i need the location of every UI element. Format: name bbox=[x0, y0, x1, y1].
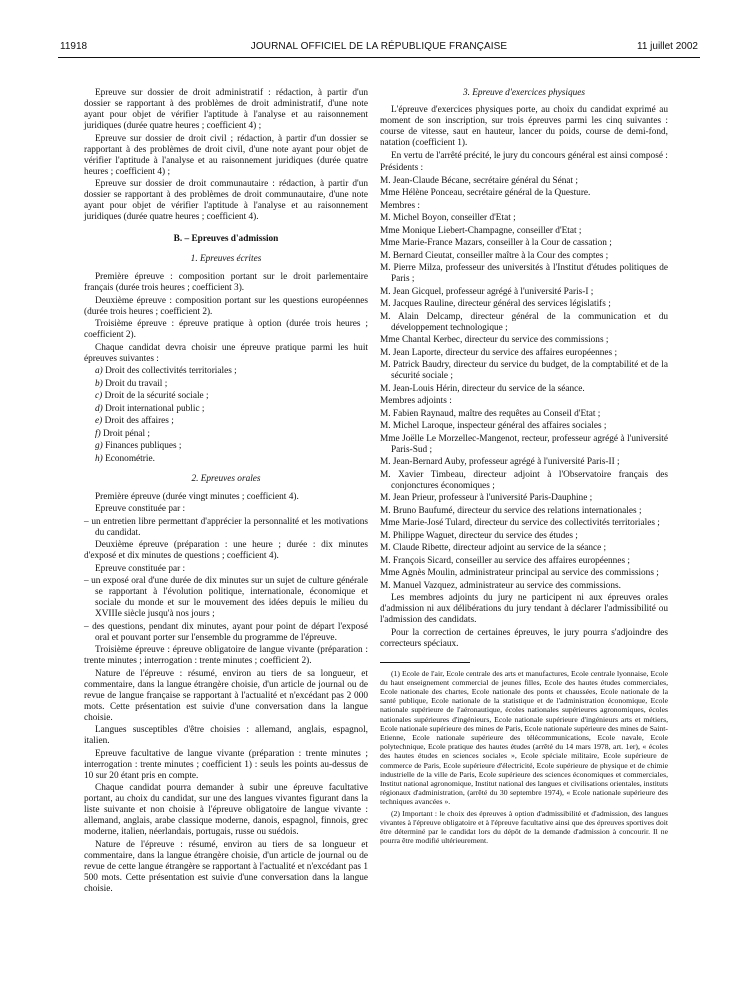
jury-member: M. Jacques Rauline, directeur général des services législatifs ; bbox=[380, 299, 611, 309]
paragraph: Deuxième épreuve (préparation : une heure ; durée : dix minutes d'exposé et dix minutes de questions ; coefficient 4). bbox=[84, 540, 368, 561]
page-number: 11918 bbox=[60, 41, 88, 52]
list-item: h) Econométrie. bbox=[95, 453, 155, 464]
paragraph: En vertu de l'arrêté précité, le jury du concours général est ainsi composé : bbox=[391, 150, 668, 161]
jury-member: M. Bernard Cieutat, conseiller maître à la Cour des comptes ; bbox=[380, 250, 609, 261]
jury-member: M. Claude Ribette, directeur adjoint au service de la séance ; bbox=[380, 543, 607, 553]
jury-member: M. Jean Prieur, professeur à l'université Paris-Dauphine ; bbox=[380, 493, 593, 503]
paragraph: Première épreuve (durée vingt minutes ; coefficient 4). bbox=[95, 491, 299, 502]
jury-member: M. Michel Laroque, inspecteur général des affaires sociales ; bbox=[380, 421, 607, 431]
footnote-rule bbox=[380, 662, 470, 663]
paragraph: L'épreuve d'exercices physiques porte, au choix du candidat exprimé au moment de son inscription, sur trois épreuves parmi les cinq suivantes : course de vitesse, saut en hauteur, lancer du poids, course de demi-fond, natation (coefficient 1). bbox=[380, 105, 668, 148]
footnote: (2) Important : le choix des épreuves à option d'admissibilité et d'admission, des langues vivantes à l'épreuve obligatoire et à l'épreuve facultative ainsi que des épreuves sportives doit être déterminé par le candidat lors du dépôt de la demande d'admission à concourir. Il ne pourra être modifié ultérieurement. bbox=[380, 808, 668, 846]
jury-member: M. Fabien Raynaud, maître des requêtes au Conseil d'Etat ; bbox=[380, 408, 601, 419]
issue-date: 11 juillet 2002 bbox=[637, 41, 698, 52]
list-item: e) Droit des affaires ; bbox=[95, 416, 174, 426]
footnote: (1) Ecole de l'air, Ecole centrale des arts et manufactures, Ecole centrale lyonnaise, Ecole du haut enseignement commercial de jeunes filles, Ecole des hautes études commerciales, Ecole nationale des chartes, Ecole nationale des ponts et chaussées, Ecole nationale de la santé publique, Ecole nationale de la statistique et de l'administration économique, Ecole nationale supérieure de l'aéronautique, écoles nationales supérieures agronomiques, écoles nationales supérieures d'ingénieurs, Ecole nationale supérieure d'ingénieurs arts et métiers, Ecole nationale supérieure des mines de Paris, Ecole nationale supérieure des mines de Saint-Etienne, Ecole nationale supérieure des télécommunications, Ecole navale, Ecole polytechnique, Ecole pratique des hautes études (arrêté du 14 mars 1978, art. 1er), « écoles des hautes études en sciences sociales », Ecole spéciale militaire, Ecole supérieure de commerce de Paris, Ecole supérieure d'électricité, Ecole supérieure de physique et de chimie industrielle de la ville de Paris, Ecole supérieure des sciences économiques et commerciales, Institut national agronomique, Institut national des langues et civilisations orientales, instituts régionaux d'administration, (arrêté du 30 septembre 1974), « Ecole nationale supérieure des techniques avancées ». bbox=[380, 668, 668, 807]
list-item: – des questions, pendant dix minutes, ayant pour point de départ l'exposé oral et pouvant porter sur l'ensemble du programme de l'épreuve. bbox=[84, 621, 368, 643]
jury-member: Mme Marie-France Mazars, conseiller à la Cour de cassation ; bbox=[380, 238, 612, 248]
paragraph: Troisième épreuve : épreuve pratique à option (durée trois heures ; coefficient 2). bbox=[84, 319, 368, 340]
jury-group-label: Membres adjoints : bbox=[380, 396, 452, 406]
list-item: a) Droit des collectivités territoriales ; bbox=[95, 366, 237, 376]
paragraph: Langues susceptibles d'être choisies : allemand, anglais, espagnol, italien. bbox=[84, 725, 368, 746]
paragraph: Troisième épreuve : épreuve obligatoire de langue vivante (préparation : trente minutes ; interrogation : trente minutes ; coefficient 2). bbox=[84, 645, 368, 666]
jury-member: M. Jean Laporte, directeur du service des affaires européennes ; bbox=[380, 347, 618, 358]
list-item: – un entretien libre permettant d'apprécier la personnalité et les motivations du candidat. bbox=[84, 516, 368, 538]
jury-member: M. Jean-Louis Hérin, directeur du service de la séance. bbox=[380, 383, 585, 394]
right-column bbox=[380, 88, 668, 847]
jury-member: M. Alain Delcamp, directeur général de la communication et du développement technologique ; bbox=[380, 311, 668, 333]
jury-member: Mme Joëlle Le Morzellec-Mangenot, recteur, professeur agrégé à l'université Paris-Sud ; bbox=[380, 433, 668, 455]
list-item: d) Droit international public ; bbox=[95, 403, 205, 414]
paragraph: Deuxième épreuve : composition portant sur les questions européennes (durée trois heures ; coefficient 2). bbox=[84, 295, 368, 317]
paragraph: Epreuve constituée par : bbox=[95, 504, 186, 514]
jury-member: M. Michel Boyon, conseiller d'Etat ; bbox=[380, 213, 516, 223]
jury-group-label: Membres : bbox=[380, 200, 421, 211]
header-rule bbox=[58, 57, 700, 58]
jury-member: M. Manuel Vazquez, administrateur au service des commissions. bbox=[380, 580, 621, 591]
jury-group-label: Présidents : bbox=[380, 163, 424, 173]
jury-member: M. Jean-Claude Bécane, secrétaire général du Sénat ; bbox=[380, 175, 578, 186]
jury-member: M. Bruno Baufumé, directeur du service des relations internationales ; bbox=[380, 505, 642, 516]
footnotes bbox=[380, 669, 668, 846]
list-item: b) Droit du travail ; bbox=[95, 378, 168, 389]
jury-member: Mme Chantal Kerbec, directeur du service des commissions ; bbox=[380, 335, 609, 345]
paragraph: Epreuve sur dossier de droit civil ; rédaction, à partir d'un dossier se rapportant à des problèmes de droit civil, d'une note ayant pour objet de vérifier l'aptitude à l'analyse et au raisonnement juridiques (durée quatre heures ; coefficient 4) ; bbox=[84, 133, 368, 177]
jury-member: M. Patrick Baudry, directeur du service du budget, de la comptabilité et de la sécurité sociale ; bbox=[380, 360, 668, 381]
jury-member: M. Xavier Timbeau, directeur adjoint à l'Observatoire français des conjonctures économiques ; bbox=[380, 469, 668, 491]
paragraph: Epreuve facultative de langue vivante (préparation : trente minutes ; interrogation : trente minutes ; coefficient 1) : seuls les points au-dessus de 10 sur 20 étant pris en compte. bbox=[84, 748, 368, 781]
jury-member: Mme Agnès Moulin, administrateur principal au service des commissions ; bbox=[380, 568, 659, 578]
list-item: – un exposé oral d'une durée de dix minutes sur un sujet de culture générale se rapportant à l'évolution politique, internationale, économique et sociale du monde et sur le mouvement des idées depuis le milieu du XVIIIe siècle jusqu'à nos jours ; bbox=[84, 576, 368, 619]
paragraph: Chaque candidat pourra demander à subir une épreuve facultative portant, au choix du candidat, sur une des langues vivantes figurant dans la liste suivante et non choisie à l'épreuve obligatoire de langue vivante : allemand, anglais, arabe classique moderne, danois, espagnol, finnois, grec moderne, italien, néerlandais, portugais, russe ou suédois. bbox=[84, 783, 368, 837]
paragraph: Nature de l'épreuve : résumé, environ au tiers de sa longueur et commentaire, dans la langue étrangère choisie, d'un article de journal ou de revue de cette langue étrangère se rapportant à l'actualité et n'excédant pas 1 500 mots. Cette présentation est suivie d'une conversation dans la langue choisie. bbox=[84, 839, 368, 894]
list-item: f) Droit pénal ; bbox=[95, 428, 151, 439]
subsection-heading: 3. Epreuve d'exercices physiques bbox=[462, 88, 586, 98]
left-column bbox=[84, 88, 368, 896]
subsection-heading: 1. Epreuves écrites bbox=[190, 254, 262, 264]
paragraph: Epreuve constituée par : bbox=[95, 563, 186, 574]
jury-member: Mme Hélène Ponceau, secrétaire général de la Questure. bbox=[380, 188, 591, 198]
paragraph: Chaque candidat devra choisir une épreuve pratique parmi les huit épreuves suivantes : bbox=[84, 342, 368, 364]
paragraph: Les membres adjoints du jury ne participent ni aux épreuves orales d'admission ni aux délibérations du jury tendant à déclarer l'admissibilité ou l'admission des candidats. bbox=[380, 593, 668, 625]
jury-member: M. François Sicard, conseiller au service des affaires européennes ; bbox=[380, 555, 630, 566]
jury-member: Mme Marie-José Tulard, directeur du service des collectivités territoriales ; bbox=[380, 518, 660, 528]
jury-member: M. Jean Gicquel, professeur agrégé à l'université Paris-I ; bbox=[380, 286, 594, 297]
page-header bbox=[60, 41, 698, 55]
paragraph: Epreuve sur dossier de droit communautaire : rédaction, à partir d'un dossier se rapportant à des problèmes de droit communautaire, d'une note ayant pour objet de vérifier l'aptitude à l'analyse et au raisonnement juridiques (durée quatre heures ; coefficient 4). bbox=[84, 179, 368, 222]
paragraph: Pour la correction de certaines épreuves, le jury pourra s'adjoindre des correcteurs spéciaux. bbox=[380, 627, 668, 649]
jury-member: M. Pierre Milza, professeur des universités à l'Institut d'études politiques de Paris ; bbox=[380, 263, 668, 284]
section-heading: B. – Epreuves d'admission bbox=[173, 234, 279, 244]
journal-title: JOURNAL OFFICIEL DE LA RÉPUBLIQUE FRANÇAISE bbox=[250, 41, 508, 52]
jury-member: M. Jean-Bernard Auby, professeur agrégé à l'université Paris-II ; bbox=[380, 457, 620, 467]
paragraph: Nature de l'épreuve : résumé, environ au tiers de sa longueur, et commentaire, dans la langue étrangère choisie, d'un article de journal ou de revue de langue française se rapportant à l'actualité et n'excédant pas 2 000 mots. Cette présentation est suivie d'une conversation dans la langue choisie. bbox=[84, 668, 368, 723]
list-item: c) Droit de la sécurité sociale ; bbox=[95, 391, 209, 401]
paragraph: Epreuve sur dossier de droit administratif : rédaction, à partir d'un dossier se rapportant à des problèmes de droit administratif, d'une note ayant pour objet de vérifier l'aptitude à l'analyse et au raisonnement juridiques (durée quatre heures ; coefficient 4) ; bbox=[84, 88, 368, 131]
subsection-heading: 2. Epreuves orales bbox=[191, 473, 261, 484]
jury-member: M. Philippe Waguet, directeur du service des études ; bbox=[380, 530, 578, 541]
list-item: g) Finances publiques ; bbox=[95, 441, 182, 451]
jury-member: Mme Monique Liebert-Champagne, conseiller d'Etat ; bbox=[380, 225, 582, 236]
paragraph: Première épreuve : composition portant sur le droit parlementaire français (durée trois heures ; coefficient 3). bbox=[84, 272, 368, 293]
